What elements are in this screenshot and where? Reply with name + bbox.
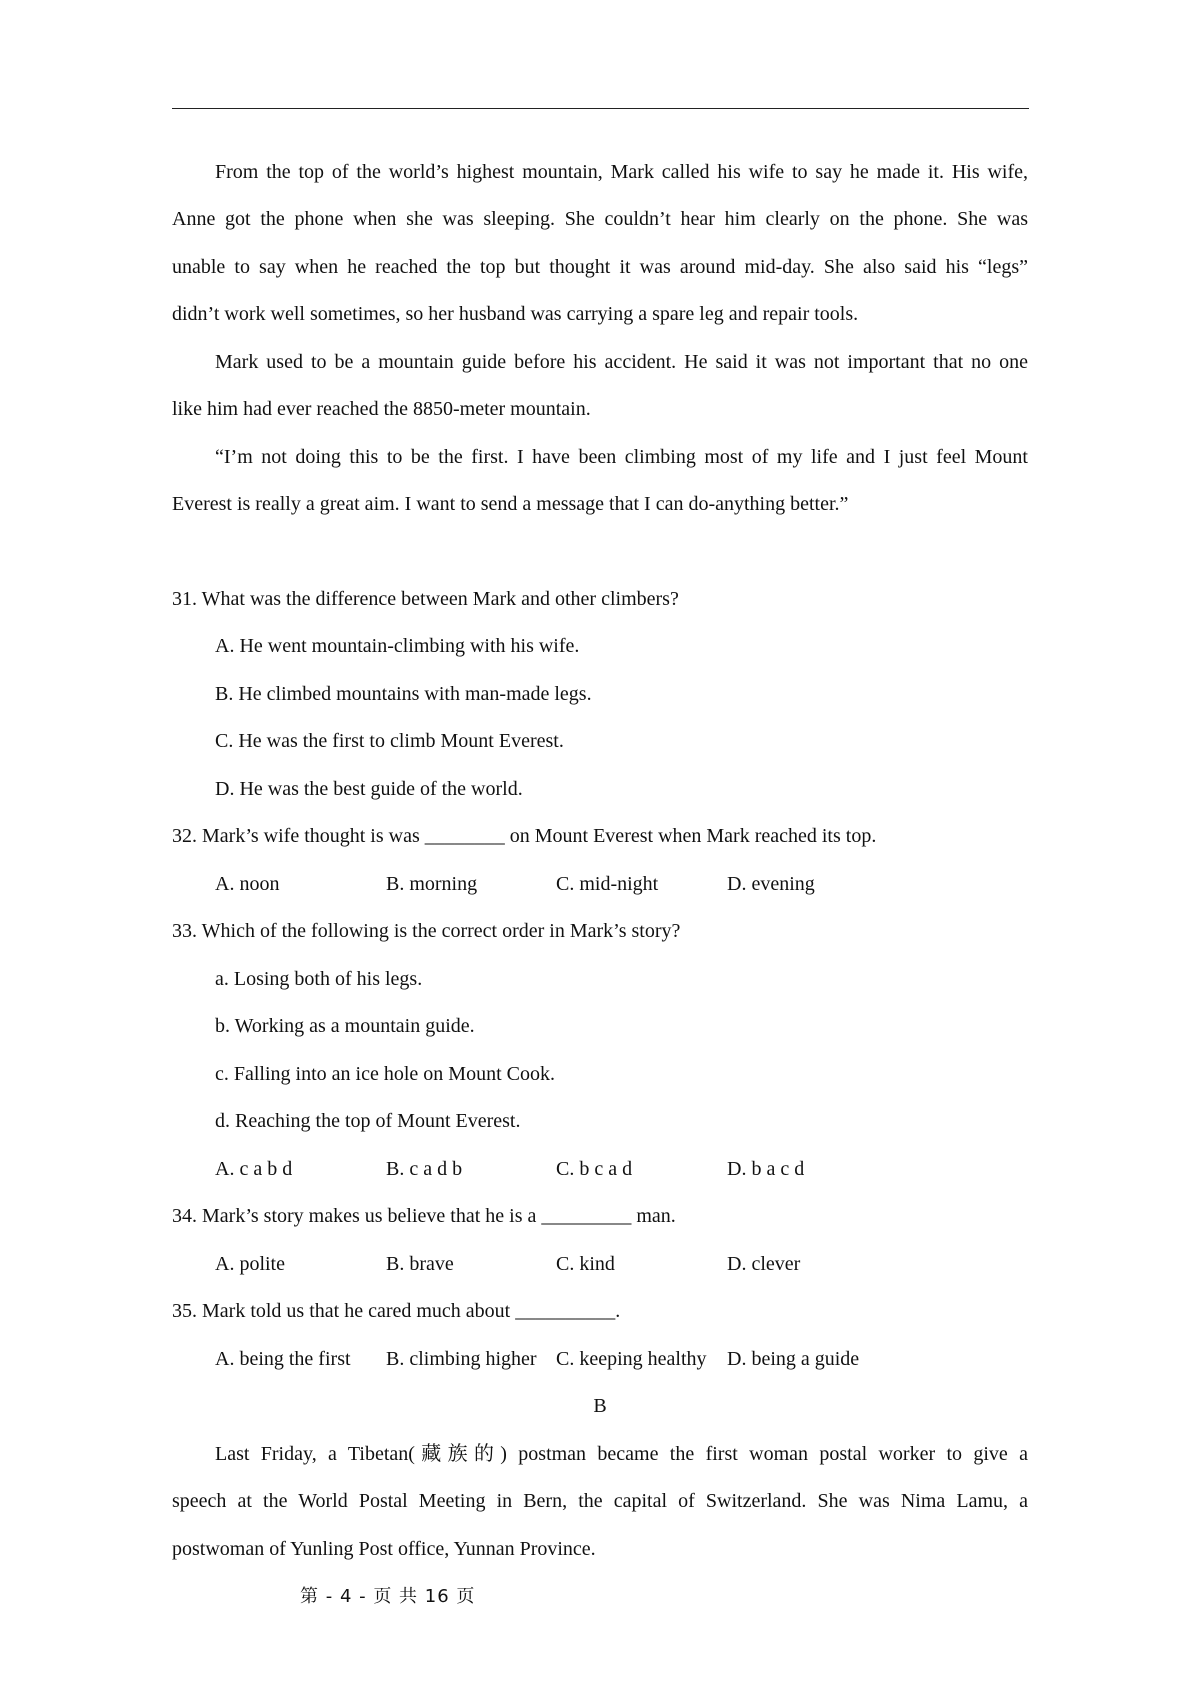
question-31-option-c: C. He was the first to climb Mount Everest. — [215, 730, 564, 752]
question-35-option-a: A. being the first — [215, 1348, 351, 1370]
question-33-option-d: D. b a c d — [727, 1158, 805, 1180]
question-33-option-b: B. c a d b — [386, 1158, 463, 1180]
page-number-footer: 第 - 4 - 页 共 16 页 — [300, 1586, 476, 1607]
question-34-option-d: D. clever — [727, 1253, 801, 1275]
question-34-option-c: C. kind — [556, 1253, 615, 1275]
passage-a-p2-line-2: like him had ever reached the 8850-meter mountain. — [172, 398, 591, 420]
question-32-option-a: A. noon — [215, 873, 280, 895]
question-31-stem: 31. What was the difference between Mark and other climbers? — [172, 588, 679, 610]
question-33-option-c: C. b c a d — [556, 1158, 633, 1180]
question-32-option-b: B. morning — [386, 873, 478, 895]
section-b-p1-line-1: Last Friday, a Tibetan(藏族的) postman became the first woman postal worker to give a — [215, 1443, 1028, 1465]
question-33-item-b: b. Working as a mountain guide. — [215, 1015, 475, 1037]
question-33-stem: 33. Which of the following is the correct order in Mark’s story? — [172, 920, 681, 942]
question-34-stem: 34. Mark’s story makes us believe that he is a _________ man. — [172, 1205, 676, 1227]
question-34-option-b: B. brave — [386, 1253, 454, 1275]
header-rule — [172, 108, 1029, 109]
passage-a-p1-line-3: unable to say when he reached the top but thought it was around mid-day. She also said his “legs” — [172, 256, 1028, 278]
question-33-option-a: A. c a b d — [215, 1158, 293, 1180]
question-32-stem: 32. Mark’s wife thought is was ________ on Mount Everest when Mark reached its top. — [172, 825, 877, 847]
passage-a-p2-line-1: Mark used to be a mountain guide before his accident. He said it was not important that no one — [215, 351, 1028, 373]
question-32-option-d: D. evening — [727, 873, 815, 895]
question-33-item-c: c. Falling into an ice hole on Mount Cook. — [215, 1063, 555, 1085]
question-31-option-d: D. He was the best guide of the world. — [215, 778, 523, 800]
question-35-option-d: D. being a guide — [727, 1348, 860, 1370]
passage-a-p1-line-4: didn’t work well sometimes, so her husband was carrying a spare leg and repair tools. — [172, 303, 859, 325]
section-b-p1-line-2: speech at the World Postal Meeting in Bern, the capital of Switzerland. She was Nima Lamu, a — [172, 1490, 1028, 1512]
question-31-option-a: A. He went mountain-climbing with his wife. — [215, 635, 580, 657]
passage-a-p1-line-2: Anne got the phone when she was sleeping. She couldn’t hear him clearly on the phone. She was — [172, 208, 1028, 230]
question-35-option-c: C. keeping healthy — [556, 1348, 707, 1370]
passage-a-p1-line-1: From the top of the world’s highest mountain, Mark called his wife to say he made it. His wife, — [215, 161, 1028, 183]
section-b-p1-line-3: postwoman of Yunling Post office, Yunnan Province. — [172, 1538, 596, 1560]
question-35-option-b: B. climbing higher — [386, 1348, 537, 1370]
question-33-item-d: d. Reaching the top of Mount Everest. — [215, 1110, 521, 1132]
section-b-heading: B — [593, 1395, 607, 1417]
question-33-item-a: a. Losing both of his legs. — [215, 968, 423, 990]
question-34-option-a: A. polite — [215, 1253, 285, 1275]
passage-a-p3-line-1: “I’m not doing this to be the first. I have been climbing most of my life and I just feel Mount — [215, 446, 1028, 468]
passage-a-p3-line-2: Everest is really a great aim. I want to send a message that I can do-anything better.” — [172, 493, 849, 515]
question-32-option-c: C. mid-night — [556, 873, 659, 895]
question-31-option-b: B. He climbed mountains with man-made legs. — [215, 683, 592, 705]
question-35-stem: 35. Mark told us that he cared much about __________. — [172, 1300, 621, 1322]
